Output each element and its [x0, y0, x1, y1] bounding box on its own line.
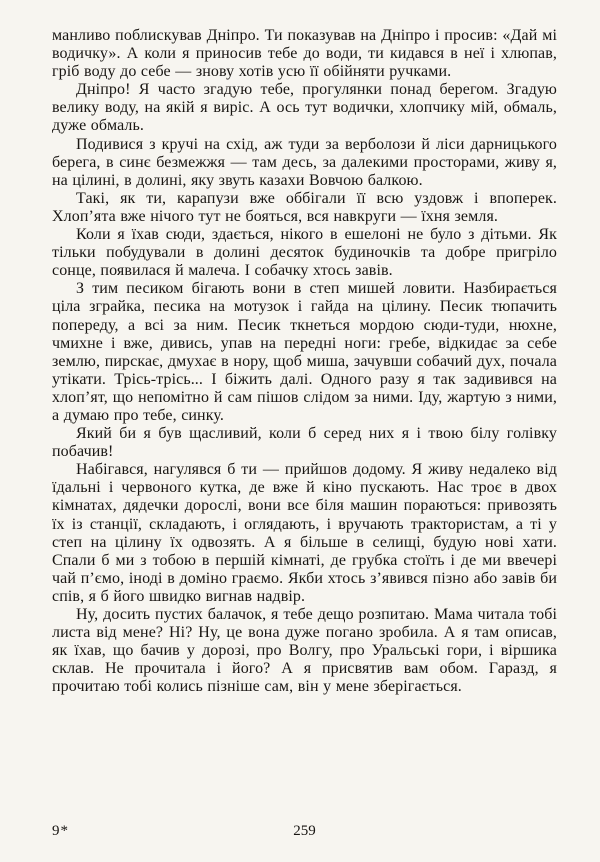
paragraph: Набігався, нагулявся б ти — прийшов додому. Я живу недалеко від їдальні і червоного кутка, де вже й кіно пускають. Нас троє в двох кімнатах, дядечки дорослі, вони все біля машин пораються: привозять їх із станції, складають, і оглядають, і вручають трактористам, а ті у степ на цілину їх одвозять. А я більше в селищі, будую нові хати. Спали б ми з тобою в першій кімнаті, де грубка стоїть і де ми ввечері чай п’ємо, іноді в доміно граємо. Якби хтось з’явився пізно або завів би спів, я б його швидко вигнав надвір.	[52, 461, 557, 605]
paragraph: Дніпро! Я часто згадую тебе, прогулянки понад берегом. Згадую велику воду, на якій я виріс. А ось тут водички, хлопчику мій, обмаль, дуже обмаль.	[52, 81, 557, 135]
paragraph: Коли я їхав сюди, здається, нікого в ешелоні не було з дітьми. Як тільки побудували в долині десяток будиночків та добре пригріло сонце, появилася й малеча. І собачку хтось завів.	[52, 226, 557, 280]
paragraph: Подивися з кручі на схід, аж туди за верболози й ліси дарницького берега, в синє безмежжя — там десь, за далекими просторами, живу я, на цілині, в долині, яку звуть казахи Вовчою балкою.	[52, 135, 557, 189]
page-number: 259	[293, 823, 316, 839]
page-footer	[52, 822, 557, 840]
printer-signature-mark: 9*	[52, 823, 69, 839]
paragraph: манливо поблискував Дніпро. Ти показував на Дніпро і просив: «Дай мі водичку». А коли я приносив тебе до води, ти кидався в неї і хлюпав, гріб воду до себе — знову хотів усю її обійняти ручками.	[52, 27, 557, 81]
paragraph: Який би я був щасливий, коли б серед них я і твою білу голівку побачив!	[52, 425, 557, 461]
paragraph: Такі, як ти, карапузи вже оббігали її всю уздовж і впоперек. Хлоп’ята вже нічого тут не бояться, вся навкруги — їхня земля.	[52, 189, 557, 225]
page-text	[52, 27, 557, 696]
paragraph: Ну, досить пустих балачок, я тебе дещо розпитаю. Мама читала тобі листа від мене? Ні? Ну, це вона дуже погано зробила. А я там описав, як їхав, що бачив у дорозі, про Волгу, про Уральські гори, і віршика склав. Не прочитала і його? А я присвятив вам обом. Гаразд, я прочитаю тобі колись пізніше сам, він у мене зберігається.	[52, 606, 557, 696]
paragraph: З тим песиком бігають вони в степ мишей ловити. Назбирається ціла зграйка, песика на мотузок і гайда на цілину. Песик тюпачить попереду, а всі за ним. Песик ткнеться мордою сюди-туди, нюхне, чмихне і вже, дивись, упав на передні ноги: гребе, відкидає за себе землю, пирскає, дмухає в нору, щоб миша, зачувши собачий дух, почала утікати. Трісь-трісь... І біжить далі. Одного разу я так задивився на хлоп’ят, що непомітно й сам пішов слідом за ними. Іду, жартую з ними, а думаю про тебе, синку.	[52, 280, 557, 424]
